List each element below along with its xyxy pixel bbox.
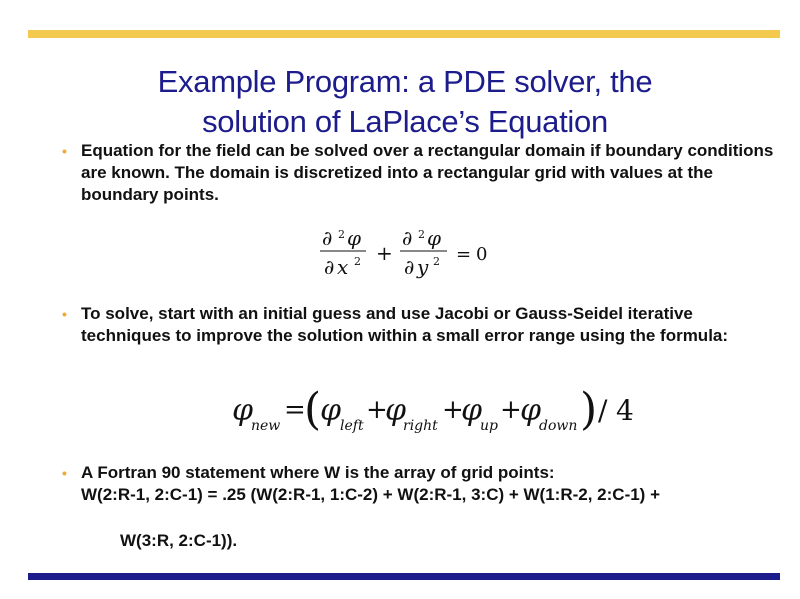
eq-superscript: 2 <box>354 255 361 268</box>
eq-superscript: 2 <box>433 255 440 268</box>
formula-equals: = <box>284 395 306 425</box>
bullet-solve-method <box>62 303 782 347</box>
slide-title-line-2: solution of LaPlace’s Equation <box>202 104 608 139</box>
formula-phi: φ <box>232 393 254 428</box>
bullet-fortran-statement <box>62 462 782 552</box>
eq-plus-sign: + <box>376 241 393 265</box>
bottom-accent-bar <box>28 573 780 580</box>
eq-equals-sign: = <box>456 244 472 265</box>
eq-superscript: 2 <box>418 228 425 241</box>
eq-phi-sym: φ <box>347 226 362 250</box>
eq-partial-sym: ∂ <box>404 255 415 279</box>
formula-plus: + <box>500 395 522 425</box>
formula-phi: φ <box>520 393 542 428</box>
fortran-code-line-2: W(3:R, 2:C-1)). <box>120 531 238 550</box>
fortran-code-line-1: W(2:R-1, 2:C-1) = .25 (W(2:R-1, 1:C-2) + W(2:R-1, 3:C) + W(1:R-2, 2:C-1) + <box>81 485 660 504</box>
formula-four: 4 <box>616 394 634 427</box>
formula-phi: φ <box>320 393 342 428</box>
eq-x-var: x <box>337 255 349 279</box>
eq-partial-sym: ∂ <box>402 226 413 250</box>
bullet-dot-icon: • <box>62 143 67 159</box>
formula-phi: φ <box>385 393 407 428</box>
formula-slash: / <box>598 394 608 427</box>
eq-zero: 0 <box>476 244 488 265</box>
eq-y-var: y <box>417 255 429 279</box>
laplace-equation <box>316 226 516 284</box>
eq-superscript: 2 <box>338 228 345 241</box>
eq-partial-sym: ∂ <box>324 255 335 279</box>
bullet-text: To solve, start with an initial guess and use Jacobi or Gauss-Seidel iterative techniques to improve the solution within a small error range using the formula: <box>81 304 729 345</box>
bullet-text: A Fortran 90 statement where W is the array of grid points: <box>81 463 555 482</box>
formula-left-paren: ( <box>304 384 322 435</box>
formula-sub-right: right <box>403 418 438 434</box>
bullet-dot-icon: • <box>62 465 67 481</box>
formula-sub-new: new <box>251 418 281 434</box>
eq-phi-sym: φ <box>427 226 442 250</box>
slide-title <box>60 62 750 142</box>
bullet-dot-icon: • <box>62 306 67 322</box>
formula-sub-left: left <box>340 418 364 434</box>
eq-partial-sym: ∂ <box>322 226 333 250</box>
formula-plus: + <box>442 395 464 425</box>
formula-sub-up: up <box>480 418 498 434</box>
formula-sub-down: down <box>539 418 578 434</box>
bullet-equation-field <box>62 140 782 206</box>
bullet-text: Equation for the field can be solved over a rectangular domain if boundary conditions are known. The domain is discretized into a rectangular grid with values at the boundary points. <box>81 141 774 204</box>
formula-phi: φ <box>461 393 483 428</box>
top-accent-bar <box>28 30 780 38</box>
formula-right-paren: ) <box>580 384 598 435</box>
formula-plus: + <box>366 395 388 425</box>
jacobi-update-formula <box>232 380 652 442</box>
slide-title-line-1: Example Program: a PDE solver, the <box>157 64 653 99</box>
